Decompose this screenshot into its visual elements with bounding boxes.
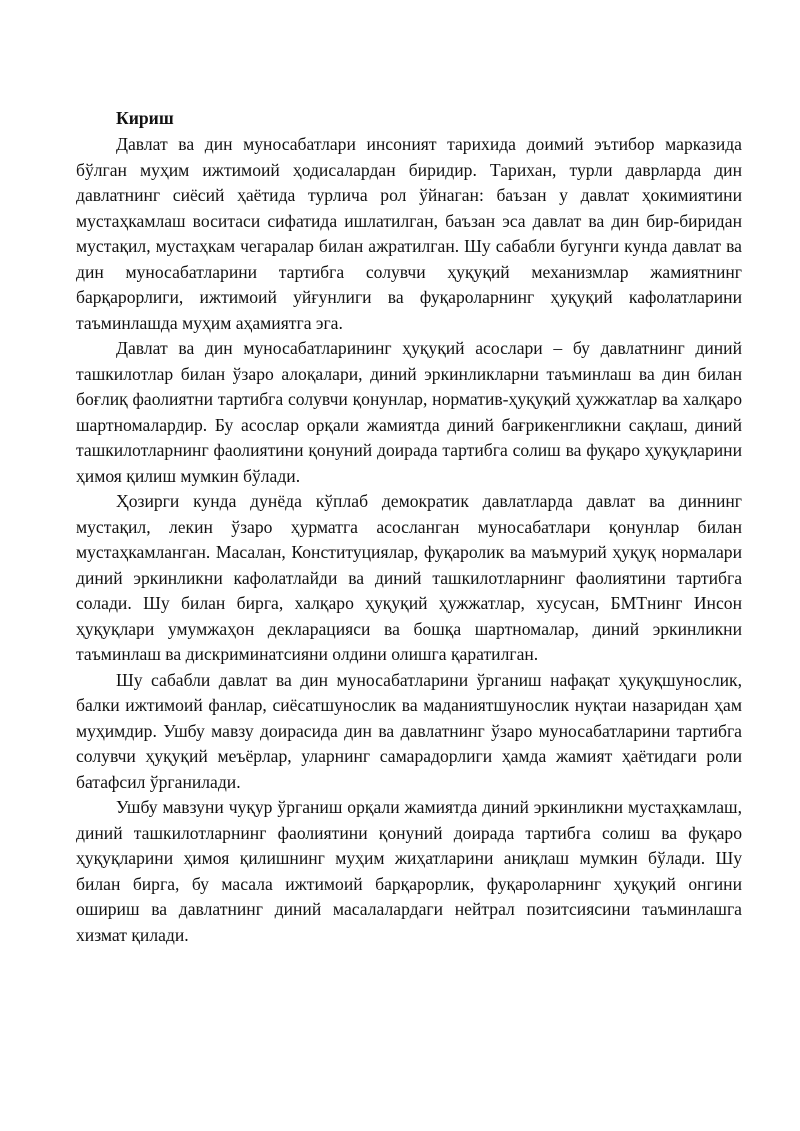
paragraph-1: Давлат ва дин муносабатлари инсоният тарихида доимий эътибор марказида бўлган муҳим ижтимоий ҳодисалардан биридир. Тарихан, турли даврларда дин давлатнинг сиёсий ҳаётида турлича рол ўйнаган: баъзан у давлат ҳокимиятини мустаҳкамлаш воситаси сифатида ишлатилган, баъзан эса давлат ва дин бир-биридан мустақил, мустаҳкам чегаралар билан ажратилган. Шу сабабли бугунги кунда давлат ва дин муносабатларини тартибга солувчи ҳуқуқий механизмлар жамиятнинг барқарорлиги, ижтимоий уйғунлиги ва фуқароларнинг ҳуқуқий кафолатларини таъминлашда муҳим аҳамиятга эга. [76, 134, 742, 333]
paragraph-5: Ушбу мавзуни чуқур ўрганиш орқали жамиятда диний эркинликни мустаҳкамлаш, диний ташкилотларнинг фаолиятини қонуний доирада тартибга солиш ва фуқаро ҳуқуқларини ҳимоя қилишнинг муҳим жиҳатларини аниқлаш мумкин бўлади. Шу билан бирга, бу масала ижтимоий барқарорлик, фуқароларнинг ҳуқуқий онгини ошириш ва давлатнинг диний масалалардаги нейтрал позитсиясини таъминлашга хизмат қилади. [76, 797, 742, 945]
section-heading: Кириш [116, 108, 174, 128]
paragraph-2: Давлат ва дин муносабатларининг ҳуқуқий асослари – бу давлатнинг диний ташкилотлар билан ўзаро алоқалари, диний эркинликларни таъминлаш ва дин билан боғлиқ фаолиятни тартибга солувчи қонунлар, норматив-ҳуқуқий ҳужжатлар ва халқаро шартномалардир. Бу асослар орқали жамиятда диний бағрикенгликни сақлаш, диний ташкилотларнинг фаолиятини қонуний доирада тартибга солиш ва фуқаро ҳуқуқларини ҳимоя қилиш мумкин бўлади. [76, 338, 742, 486]
paragraph-4: Шу сабабли давлат ва дин муносабатларини ўрганиш нафақат ҳуқуқшунослик, балки ижтимоий фанлар, сиёсатшунослик ва маданиятшунослик нуқтаи назаридан ҳам муҳимдир. Ушбу мавзу доирасида дин ва давлатнинг ўзаро муносабатларини тартибга солувчи ҳуқуқий меъёрлар, уларнинг самарадорлиги ҳамда жамият ҳаётидаги роли батафсил ўрганилади. [76, 669, 742, 792]
document-page [76, 104, 742, 948]
paragraph-3: Ҳозирги кунда дунёда кўплаб демократик давлатларда давлат ва диннинг мустақил, лекин ўзаро ҳурматга асосланган муносабатлари қонунлар билан мустаҳкамланган. Масалан, Конституциялар, фуқаролик ва маъмурий ҳуқуқ нормалари диний эркинликни кафолатлайди ва диний ташкилотларнинг фаолиятини тартибга солади. Шу билан бирга, халқаро ҳуқуқий ҳужжатлар, хусусан, БМТнинг Инсон ҳуқуқлари умумжаҳон декларацияси ва бошқа шартномалар, диний эркинликни таъминлаш ва дискриминатсияни олдини олишга қаратилган. [76, 491, 742, 664]
